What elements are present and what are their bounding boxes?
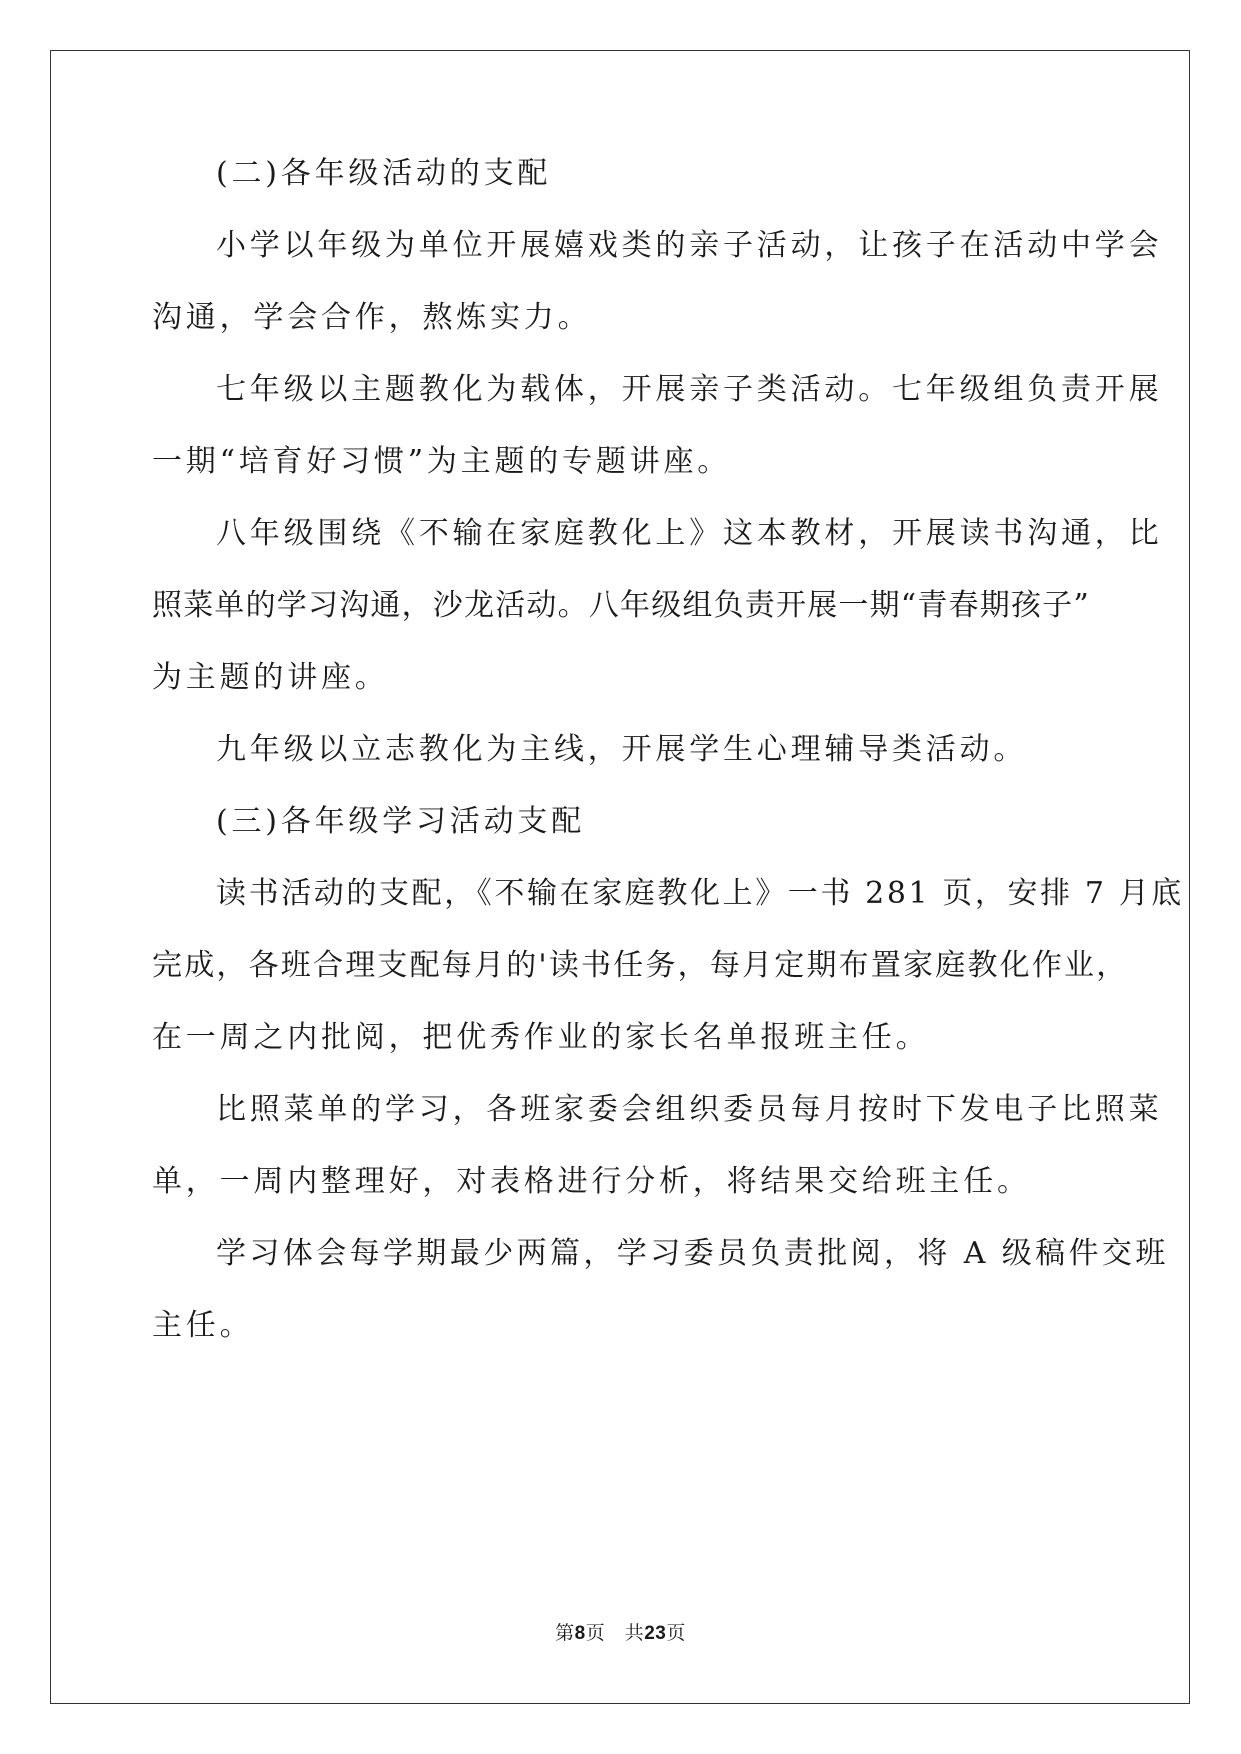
current-page-number: 8	[574, 1623, 586, 1644]
paragraph-line: 九年级以立志教化为主线，开展学生心理辅导类活动。	[216, 732, 1028, 767]
footer-middle: 页 共	[585, 1622, 645, 1644]
paragraph-line: 完成，各班合理支配每月的'读书任务，每月定期布置家庭教化作业，	[152, 948, 1129, 983]
section-heading: (二)各年级活动的支配	[216, 156, 552, 191]
footer-suffix: 页	[666, 1622, 686, 1644]
page-footer	[0, 1618, 1241, 1645]
paragraph-line: 八年级围绕《不输在家庭教化上》这本教材，开展读书沟通，比	[216, 516, 1163, 551]
paragraph-line: 照菜单的学习沟通，沙龙活动。八年级组负责开展一期“青春期孩子”	[152, 588, 1090, 623]
paragraph-line: 比照菜单的学习，各班家委会组织委员每月按时下发电子比照菜	[216, 1092, 1163, 1127]
footer-prefix: 第	[555, 1622, 575, 1644]
section-heading: (三)各年级学习活动支配	[216, 804, 586, 839]
paragraph-line: 读书活动的支配，《不输在家庭教化上》一书 281 页，安排 7 月底	[216, 876, 1184, 911]
paragraph-line: 主任。	[152, 1308, 254, 1343]
paragraph-line: 沟通，学会合作，熬炼实力。	[152, 300, 592, 335]
paragraph-line: 在一周之内批阅，把优秀作业的家长名单报班主任。	[152, 1020, 930, 1055]
paragraph-line: 为主题的讲座。	[152, 660, 389, 695]
paragraph-line: 一期“培育好习惯”为主题的专题讲座。	[152, 444, 732, 479]
paragraph-line: 单，一周内整理好，对表格进行分析，将结果交给班主任。	[152, 1164, 1031, 1199]
paragraph-line: 学习体会每学期最少两篇，学习委员负责批阅，将 A 级稿件交班	[216, 1236, 1169, 1271]
paragraph-line: 小学以年级为单位开展嬉戏类的亲子活动，让孩子在活动中学会	[216, 228, 1163, 263]
paragraph-line: 七年级以主题教化为载体，开展亲子类活动。七年级组负责开展	[216, 372, 1163, 407]
total-page-count: 23	[644, 1623, 667, 1644]
